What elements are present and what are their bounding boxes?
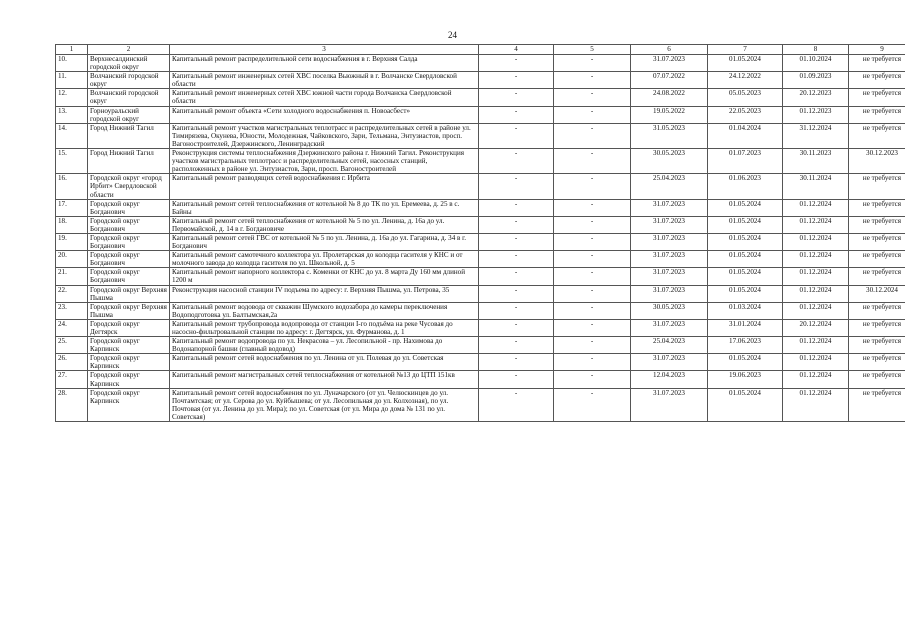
column-4-cell: - [479,216,554,233]
work-description-cell: Реконструкция насосной станции IV подъема по адресу: г. Верхняя Пышма, ул. Петрова, 35 [170,285,479,302]
table-row [56,106,905,123]
column-number-cell: 9 [849,45,905,55]
column-6-date-cell: 31.07.2023 [631,233,708,250]
column-number-cell: 5 [554,45,631,55]
work-description-cell: Капитальный ремонт водопровода по ул. Некрасова – ул. Лесопильной - пр. Нахимова до Водонапорной башни (главный водовод) [170,337,479,354]
column-8-date-cell: 01.09.2023 [783,72,849,89]
municipality-cell: Город Нижний Тагил [88,123,170,148]
column-number-header-row [56,45,905,55]
column-5-cell: - [554,174,631,199]
row-number-cell: 16. [56,174,88,199]
column-5-cell: - [554,319,631,336]
column-4-cell: - [479,268,554,285]
column-9-cell: не требуется [849,174,905,199]
column-8-date-cell: 01.12.2024 [783,388,849,421]
column-6-date-cell: 19.05.2022 [631,106,708,123]
column-6-date-cell: 24.08.2022 [631,89,708,106]
municipality-cell: Верхнесалдинский городской округ [88,55,170,72]
work-description-cell: Капитальный ремонт инженерных сетей ХВС южной части города Волчанска Свердловской области [170,89,479,106]
column-4-cell: - [479,354,554,371]
column-8-date-cell: 01.12.2024 [783,268,849,285]
work-description-cell: Капитальный ремонт сетей водоснабжения по ул. Ленина от ул. Полевая до ул. Советская [170,354,479,371]
table-row [56,199,905,216]
work-description-cell: Капитальный ремонт сетей ГВС от котельной № 5 по ул. Ленина, д. 16а до ул. Гагарина, д. 34 в г. Богданович [170,233,479,250]
work-description-cell: Капитальный ремонт сетей теплоснабжения от котельной № 8 до ТК по ул. Еремеева, д. 25 в с. Байны [170,199,479,216]
page-number: 24 [448,30,457,40]
work-description-cell: Реконструкция системы теплоснабжения Дзержинского района г. Нижний Тагил. Реконструкция участков магистральных теплотрасс и распределительных сетей, насосных станций, расположенных в районе ул. Энтузиастов, Зари, просп. Вагоностроителей [170,149,479,174]
column-5-cell: - [554,149,631,174]
work-description-cell: Капитальный ремонт распределительной сети водоснабжения в г. Верхняя Салда [170,55,479,72]
column-6-date-cell: 31.07.2023 [631,319,708,336]
row-number-cell: 12. [56,89,88,106]
column-4-cell: - [479,251,554,268]
column-4-cell: - [479,388,554,421]
column-7-date-cell: 05.05.2023 [708,89,783,106]
column-5-cell: - [554,55,631,72]
column-8-date-cell: 01.12.2024 [783,302,849,319]
column-7-date-cell: 01.05.2024 [708,55,783,72]
column-5-cell: - [554,285,631,302]
column-7-date-cell: 01.05.2024 [708,354,783,371]
column-9-cell: не требуется [849,106,905,123]
table-row [56,72,905,89]
column-8-date-cell: 01.12.2024 [783,233,849,250]
municipality-cell: Городской округ Богданович [88,199,170,216]
column-9-cell: не требуется [849,319,905,336]
column-9-cell: не требуется [849,302,905,319]
row-number-cell: 26. [56,354,88,371]
row-number-cell: 10. [56,55,88,72]
table-row [56,251,905,268]
column-6-date-cell: 31.07.2023 [631,251,708,268]
column-6-date-cell: 31.07.2023 [631,388,708,421]
row-number-cell: 17. [56,199,88,216]
row-number-cell: 28. [56,388,88,421]
table-row [56,233,905,250]
work-description-cell: Капитальный ремонт объекта «Сети холодного водоснабжения п. Новоасбест» [170,106,479,123]
column-7-date-cell: 01.05.2024 [708,388,783,421]
column-number-cell: 7 [708,45,783,55]
column-6-date-cell: 30.05.2023 [631,302,708,319]
column-5-cell: - [554,354,631,371]
row-number-cell: 25. [56,337,88,354]
row-number-cell: 11. [56,72,88,89]
column-6-date-cell: 31.07.2023 [631,285,708,302]
column-6-date-cell: 25.04.2023 [631,174,708,199]
work-description-cell: Капитальный ремонт напорного коллектора с. Коменки от КНС до ул. 8 марта Ду 160 мм длиной 1200 м [170,268,479,285]
column-5-cell: - [554,123,631,148]
table-row [56,55,905,72]
table-row [56,337,905,354]
municipality-cell: Горноуральский городской округ [88,106,170,123]
column-8-date-cell: 01.12.2024 [783,285,849,302]
column-5-cell: - [554,371,631,388]
municipality-cell: Волчанский городской округ [88,89,170,106]
column-9-cell: не требуется [849,123,905,148]
row-number-cell: 23. [56,302,88,319]
column-5-cell: - [554,89,631,106]
column-6-date-cell: 25.04.2023 [631,337,708,354]
column-9-cell: не требуется [849,354,905,371]
row-number-cell: 24. [56,319,88,336]
column-7-date-cell: 17.06.2023 [708,337,783,354]
work-description-cell: Капитальный ремонт водовода от скважин Шумского водозабора до камеры переключения Водоподготовка ул. Балтымская,2а [170,302,479,319]
column-number-cell: 2 [88,45,170,55]
municipality-cell: Городской округ Богданович [88,216,170,233]
row-number-cell: 13. [56,106,88,123]
municipality-cell: Городской округ «город Ирбит» Свердловской области [88,174,170,199]
municipality-cell: Городской округ Дегтярск [88,319,170,336]
column-4-cell: - [479,302,554,319]
table-row [56,285,905,302]
work-description-cell: Капитальный ремонт сетей водоснабжения по ул. Луначарского (от ул. Челюскинцев до ул. Почтамтская; от ул. Серова до ул. Куйбышева; от ул. Лесопильная до ул. Колхозная), по ул. Почтовая (от ул. Ленина до ул. Мира); по ул. Советская (от ул. Мира до дома № 131 по ул. Советская) [170,388,479,421]
column-8-date-cell: 30.11.2023 [783,149,849,174]
column-4-cell: - [479,319,554,336]
column-6-date-cell: 31.07.2023 [631,268,708,285]
column-5-cell: - [554,72,631,89]
municipality-cell: Городской округ Богданович [88,251,170,268]
column-7-date-cell: 22.05.2023 [708,106,783,123]
column-5-cell: - [554,302,631,319]
column-4-cell: - [479,123,554,148]
column-5-cell: - [554,268,631,285]
column-5-cell: - [554,337,631,354]
table-row [56,371,905,388]
column-7-date-cell: 01.05.2024 [708,251,783,268]
column-5-cell: - [554,251,631,268]
project-table [55,44,905,422]
column-7-date-cell: 01.06.2023 [708,174,783,199]
column-7-date-cell: 01.05.2024 [708,285,783,302]
work-description-cell: Капитальный ремонт магистральных сетей теплоснабжения от котельной №13 до ЦТП 151кв [170,371,479,388]
column-9-cell: не требуется [849,268,905,285]
column-6-date-cell: 12.04.2023 [631,371,708,388]
column-9-cell: 30.12.2024 [849,285,905,302]
work-description-cell: Капитальный ремонт инженерных сетей ХВС поселка Вьюжный в г. Волчанске Свердловской области [170,72,479,89]
column-8-date-cell: 01.12.2024 [783,354,849,371]
column-7-date-cell: 01.07.2023 [708,149,783,174]
column-7-date-cell: 01.03.2024 [708,302,783,319]
municipality-cell: Городской округ Верхняя Пышма [88,285,170,302]
column-9-cell: 30.12.2023 [849,149,905,174]
column-8-date-cell: 30.11.2024 [783,174,849,199]
column-9-cell: не требуется [849,371,905,388]
column-4-cell: - [479,233,554,250]
column-8-date-cell: 01.12.2024 [783,216,849,233]
row-number-cell: 27. [56,371,88,388]
table-row [56,319,905,336]
column-8-date-cell: 01.10.2024 [783,55,849,72]
column-5-cell: - [554,199,631,216]
column-7-date-cell: 01.05.2024 [708,268,783,285]
column-5-cell: - [554,233,631,250]
column-8-date-cell: 01.12.2023 [783,106,849,123]
column-9-cell: не требуется [849,216,905,233]
column-9-cell: не требуется [849,388,905,421]
column-7-date-cell: 01.05.2024 [708,199,783,216]
row-number-cell: 19. [56,233,88,250]
table-row [56,123,905,148]
column-6-date-cell: 31.07.2023 [631,199,708,216]
municipality-cell: Волчанский городской округ [88,72,170,89]
column-4-cell: - [479,337,554,354]
column-number-cell: 1 [56,45,88,55]
table-row [56,89,905,106]
municipality-cell: Городской округ Карпинск [88,337,170,354]
column-7-date-cell: 01.05.2024 [708,216,783,233]
row-number-cell: 15. [56,149,88,174]
column-6-date-cell: 07.07.2022 [631,72,708,89]
municipality-cell: Городской округ Карпинск [88,388,170,421]
column-9-cell: не требуется [849,72,905,89]
column-number-cell: 8 [783,45,849,55]
municipality-cell: Городской округ Карпинск [88,371,170,388]
work-description-cell: Капитальный ремонт разводящих сетей водоснабжения г. Ирбита [170,174,479,199]
column-8-date-cell: 20.12.2023 [783,89,849,106]
column-6-date-cell: 31.07.2023 [631,216,708,233]
work-description-cell: Капитальный ремонт участков магистральных теплотрасс и распределительных сетей в районе ул. Тимирязева, Окунева, Юности, Молодежная, Чайковского, Зари, Тельмана, Энтузиастов, просп. Вагоностроителей, Дзержинского, Ленинградский [170,123,479,148]
column-4-cell: - [479,149,554,174]
column-5-cell: - [554,216,631,233]
column-6-date-cell: 31.05.2023 [631,123,708,148]
column-7-date-cell: 01.04.2024 [708,123,783,148]
column-4-cell: - [479,89,554,106]
column-number-cell: 4 [479,45,554,55]
column-4-cell: - [479,199,554,216]
column-9-cell: не требуется [849,233,905,250]
column-7-date-cell: 19.06.2023 [708,371,783,388]
column-8-date-cell: 01.12.2024 [783,251,849,268]
work-description-cell: Капитальный ремонт сетей теплоснабжения от котельной № 5 по ул. Ленина, д. 16а до ул. Первомайской, д. 14 в г. Богдановиче [170,216,479,233]
table-row [56,302,905,319]
row-number-cell: 21. [56,268,88,285]
row-number-cell: 20. [56,251,88,268]
table-row [56,268,905,285]
work-description-cell: Капитальный ремонт самотечного коллектора ул. Пролетарская до колодца гасителя у КНС и от молочного завода до колодца гасителя по ул. Школьной, д. 5 [170,251,479,268]
municipality-cell: Городской округ Богданович [88,268,170,285]
column-9-cell: не требуется [849,199,905,216]
column-9-cell: не требуется [849,89,905,106]
column-6-date-cell: 31.07.2023 [631,354,708,371]
column-6-date-cell: 30.05.2023 [631,149,708,174]
column-7-date-cell: 01.05.2024 [708,233,783,250]
column-8-date-cell: 01.12.2024 [783,199,849,216]
municipality-cell: Городской округ Верхняя Пышма [88,302,170,319]
row-number-cell: 22. [56,285,88,302]
column-8-date-cell: 31.12.2024 [783,123,849,148]
column-7-date-cell: 31.01.2024 [708,319,783,336]
column-number-cell: 3 [170,45,479,55]
table-row [56,149,905,174]
column-6-date-cell: 31.07.2023 [631,55,708,72]
column-8-date-cell: 20.12.2024 [783,319,849,336]
column-9-cell: не требуется [849,337,905,354]
table-row [56,388,905,421]
column-5-cell: - [554,388,631,421]
column-7-date-cell: 24.12.2022 [708,72,783,89]
municipality-cell: Городской округ Карпинск [88,354,170,371]
work-description-cell: Капитальный ремонт трубопровода водопровода от станции I-го подъёма на реке Чусовая до насосно-фильтровальной станции по адресу: г. Дегтярск, ул. Фурманова, д. 1 [170,319,479,336]
column-number-cell: 6 [631,45,708,55]
column-9-cell: не требуется [849,55,905,72]
column-4-cell: - [479,371,554,388]
column-4-cell: - [479,72,554,89]
column-4-cell: - [479,285,554,302]
column-4-cell: - [479,55,554,72]
table-row [56,354,905,371]
row-number-cell: 18. [56,216,88,233]
column-9-cell: не требуется [849,251,905,268]
table-row [56,216,905,233]
row-number-cell: 14. [56,123,88,148]
column-4-cell: - [479,174,554,199]
column-4-cell: - [479,106,554,123]
municipality-cell: Городской округ Богданович [88,233,170,250]
column-5-cell: - [554,106,631,123]
table-row [56,174,905,199]
municipality-cell: Город Нижний Тагил [88,149,170,174]
column-8-date-cell: 01.12.2024 [783,371,849,388]
column-8-date-cell: 01.12.2024 [783,337,849,354]
